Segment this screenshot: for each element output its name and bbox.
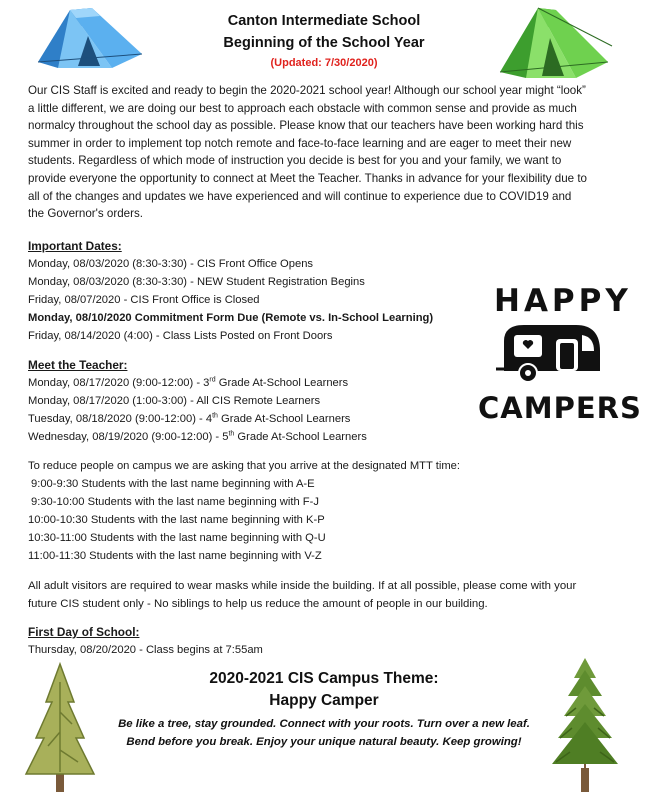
intro-paragraph: Our CIS Staff is excited and ready to begin the 2020-2021 school year! Although our school year might “look” a little different, we are doing our best to approach each obstacle with common sense and provide as much normalcy throughout the school day as possible. Please know that our teachers have been working hard this summer in order to implement top notch remote and face-to-face learning and are eager to meet their new students. Regardless of which mode of instruction you decide is best for you and your family, we want to provide everyone the opportunity to connect at Meet the Teacher. Thanks in advance for your flexibility due to all of the changes and updates we have experienced and will continue to experience due to COVID19 and the Governor's orders. [28,84,587,221]
meet-teacher-heading: Meet the Teacher: [28,358,128,372]
mtt-intro: To reduce people on campus we are asking that you arrive at the designated MTT time: [28,460,460,472]
theme-motto-line1: Be like a tree, stay grounded. Connect with your roots. Turn over a new leaf. [118,718,530,730]
mtt-slot: 9:30-10:00 Students with the last name beginning with F-J [31,496,319,508]
masks-paragraph: All adult visitors are required to wear masks while inside the building. If at all possible, please come with your future CIS student only - No siblings to help us reduce the amount of people in our building. [28,580,577,610]
date-item: Monday, 08/03/2020 (8:30-3:30) - NEW Student Registration Begins [28,276,365,288]
mtt-slot: 10:30-11:00 Students with the last name beginning with Q-U [28,532,326,544]
updated-date: (Updated: 7/30/2020) [270,57,378,69]
theme-motto-line2: Bend before you break. Enjoy your unique natural beauty. Keep growing! [126,736,522,748]
logo-campers-text: CAMPERS [478,391,642,425]
mtt-slot: 10:00-10:30 Students with the last name beginning with K-P [28,514,325,526]
meet-teacher-item: Monday, 08/17/2020 (9:00-12:00) - 3rd Grade At-School Learners [28,376,349,389]
important-dates-heading: Important Dates: [28,239,122,253]
logo-happy-text: HAPPY [494,283,632,319]
school-name: Canton Intermediate School [227,13,421,29]
page-title: Beginning of the School Year [223,35,425,51]
theme-name: Happy Camper [269,692,379,709]
meet-teacher-item: Monday, 08/17/2020 (1:00-3:00) - All CIS Remote Learners [28,395,321,407]
first-day-heading: First Day of School: [28,625,140,639]
first-day-text: Thursday, 08/20/2020 - Class begins at 7:55am [28,644,263,656]
date-item: Friday, 08/07/2020 - CIS Front Office is Closed [28,294,260,306]
date-item-commitment: Monday, 08/10/2020 Commitment Form Due (Remote vs. In-School Learning) [28,312,434,324]
meet-teacher-item: Tuesday, 08/18/2020 (9:00-12:00) - 4th Grade At-School Learners [28,412,351,425]
mtt-slot: 9:00-9:30 Students with the last name beginning with A-E [31,478,315,490]
date-item: Monday, 08/03/2020 (8:30-3:30) - CIS Front Office Opens [28,258,314,270]
date-item: Friday, 08/14/2020 (4:00) - Class Lists Posted on Front Doors [28,330,333,342]
meet-teacher-item: Wednesday, 08/19/2020 (9:00-12:00) - 5th Grade At-School Learners [28,430,367,443]
theme-title: 2020-2021 CIS Campus Theme: [209,670,439,687]
happy-campers-logo [478,283,642,433]
camper-trailer-icon [494,321,606,383]
mtt-slot: 11:00-11:30 Students with the last name beginning with V-Z [28,550,322,562]
